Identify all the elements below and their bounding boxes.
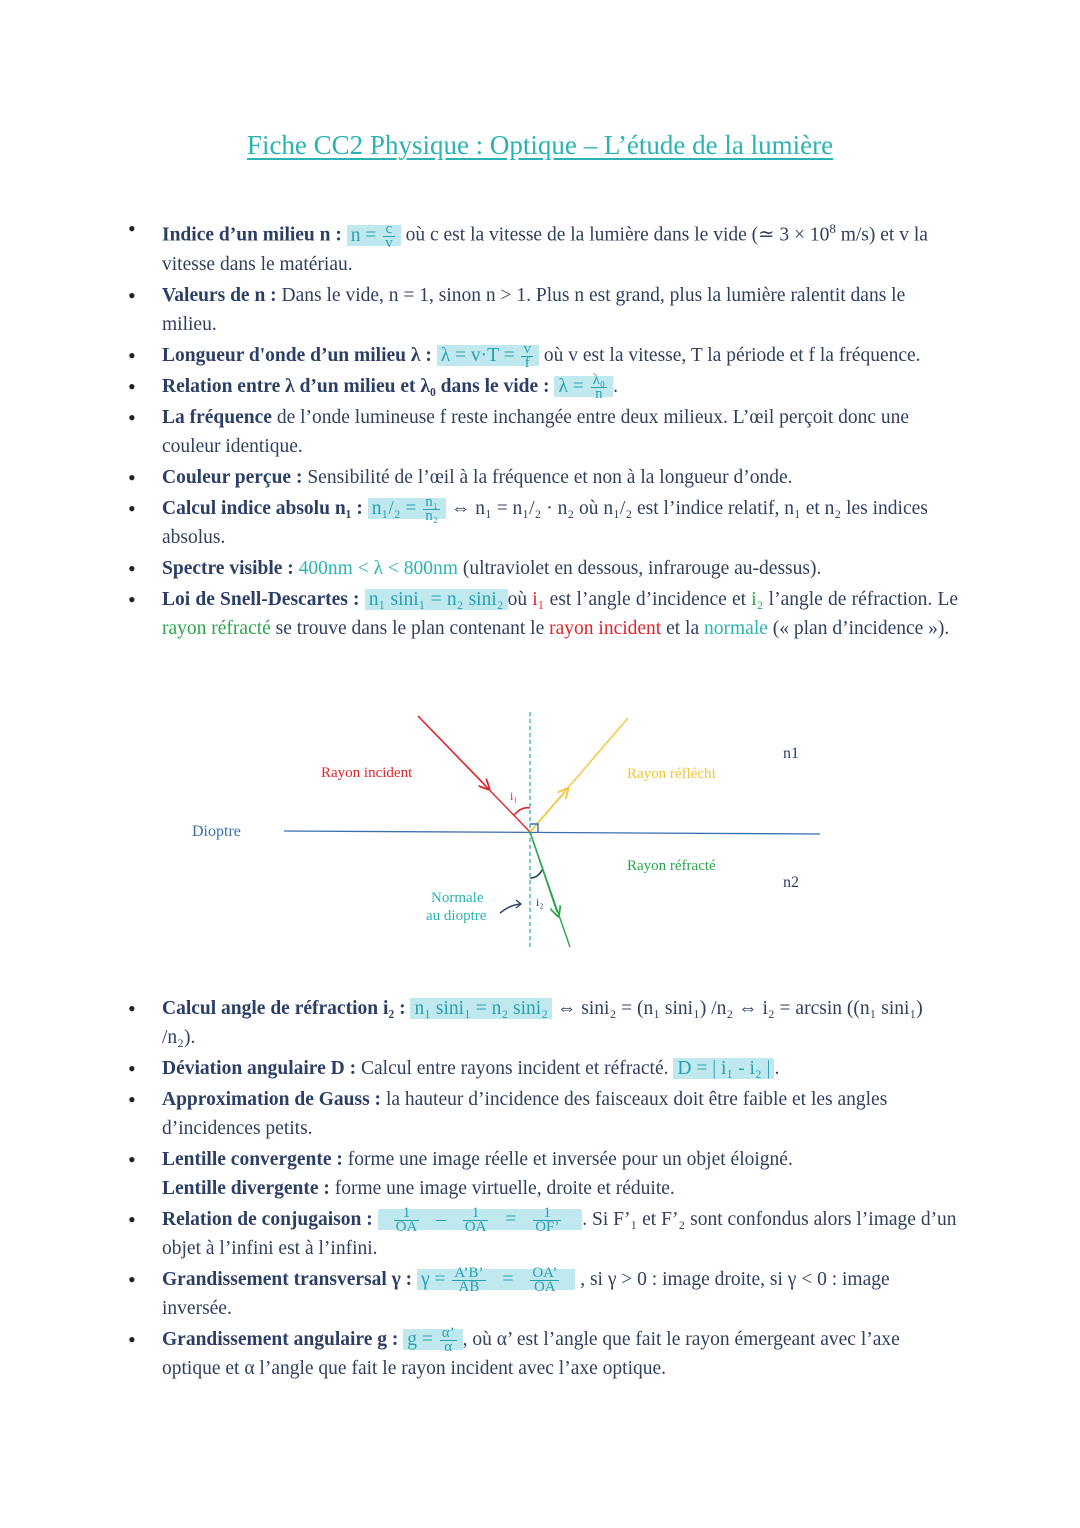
list-item: • Grandissement angulaire g : g = $\frac{\alpha’}{\alpha}$ , où α’ est l’angle que fait le rayon émergeant avec l’axe optique et α l’angle que fait le rayon incident avec l’axe optique.: [128, 1325, 958, 1383]
list-item: • Couleur perçue : Sensibilité de l’œil à la fréquence et non à la longueur d’onde.: [128, 463, 958, 492]
list-item: • Grandissement transversal γ : γ = $\frac{A’B’}{AB}$ = $\frac{OA’}{OA}$ , si γ > 0 : image droite, si γ < 0 : image inversée.: [128, 1265, 958, 1323]
definitions-list-2: [128, 994, 958, 1385]
list-item: • Loi de Snell-Descartes : n₁ sini₁ = n₂ sini₂ où i₁ est l’angle d’incidence et i₂ l’angle de réfraction. Le rayon réfracté se trouve dans le plan contenant le rayon incident et la normale (« plan d’incidence »).: [128, 585, 958, 643]
refraction-diagram: [180, 710, 840, 955]
list-item: • Relation de conjugaison : $\frac{1}{OA}$ – $\frac{1}{OA}$ = $\frac{1}{OF’}$ . Si F’₁ et F’₂ sont confondus alors l’image d’un objet à l’infini est à l’infini.: [128, 1205, 958, 1263]
dioptre-line: [284, 831, 820, 834]
label-i1: i₁: [510, 789, 518, 803]
angle-i2-arc: [530, 870, 542, 878]
list-item: • Approximation de Gauss : la hauteur d’incidence des faisceaux doit être faible et les angles d’incidences petits.: [128, 1085, 958, 1143]
label-n2: n2: [783, 874, 799, 891]
angle-i1-arc: [514, 808, 530, 815]
definitions-list-1: [128, 214, 958, 645]
formula-box: $\frac{1}{OA}$ – $\frac{1}{OA}$ = $\frac{1}{OF’}$: [378, 1209, 583, 1230]
label-normale-2: au dioptre: [426, 908, 487, 924]
formula-box: D = | i₁ - i₂ |: [673, 1058, 774, 1079]
formula-box: n₁/₂ = $\frac{\text{n₁}}{\text{n₂}}$: [368, 498, 446, 519]
label-i2: i₂: [536, 895, 544, 909]
list-item: • Déviation angulaire D : Calcul entre rayons incident et réfracté. D = | i₁ - i₂ | .: [128, 1054, 958, 1083]
list-item: • La fréquence de l’onde lumineuse f reste inchangée entre deux milieux. L’œil perçoit donc une couleur identique.: [128, 403, 958, 461]
list-item: • Relation entre λ d’un milieu et λ₀ dans le vide : λ = $\frac{\text{λ₀}}{n}$ .: [128, 372, 958, 401]
normale-pointer: [500, 904, 520, 913]
list-item: • Calcul angle de réfraction i₂ : n₁ sini₁ = n₂ sini₂ ⇔ sini₂ = (n₁ sini₁) /n₂ ⇔ i₂ = arcsin ((n₁ sini₁) /n₂).: [128, 994, 958, 1052]
list-item: • Lentille convergente : forme une image réelle et inversée pour un objet éloigné. Lentille divergente : forme une image virtuelle, droite et réduite.: [128, 1145, 958, 1203]
formula-box: n₁ sini₁ = n₂ sini₂: [410, 998, 552, 1019]
list-item: • Longueur d'onde d’un milieu λ : λ = v·T = $\frac{v}{f}$ où v est la vitesse, T la période et f la fréquence.: [128, 341, 958, 370]
formula-box: λ = $\frac{\text{λ₀}}{n}$: [554, 376, 613, 397]
list-item: • Indice d’un milieu n : n = $\frac{c}{v}$ où c est la vitesse de la lumière dans le vide (≃ $3 \times 10^8$ m/s) et v la vitesse dans le matériau.: [128, 214, 958, 279]
list-item: • Valeurs de n : Dans le vide, n = 1, sinon n > 1. Plus n est grand, plus la lumière ralentit dans le milieu.: [128, 281, 958, 339]
formula-box: g = $\frac{\alpha’}{\alpha}$: [403, 1329, 462, 1350]
formula-box: γ = $\frac{A’B’}{AB}$ = $\frac{OA’}{OA}$: [417, 1269, 575, 1290]
label-n1: n1: [783, 745, 799, 762]
list-item: • Calcul indice absolu n₁ : n₁/₂ = $\frac{\text{n₁}}{\text{n₂}}$ ⇔ n₁ = n₁/₂ · n₂ où n₁/₂ est l’indice relatif, n₁ et n₂ les indices absolus.: [128, 494, 958, 552]
label-rayon-refracte: Rayon réfracté: [627, 858, 716, 874]
label-dioptre: Dioptre: [192, 823, 241, 840]
label-normale-1: Normale: [431, 890, 484, 906]
label-rayon-incident: Rayon incident: [321, 765, 413, 781]
formula-box: λ = v·T = $\frac{v}{f}$: [437, 345, 539, 366]
page-title: Fiche CC2 Physique : Optique – L’étude de la lumière: [246, 130, 834, 160]
label-rayon-reflechi: Rayon réfléchi: [627, 766, 716, 782]
list-item: • Spectre visible : 400nm < λ < 800nm (ultraviolet en dessous, infrarouge au-dessus).: [128, 554, 958, 583]
formula-box: n₁ sini₁ = n₂ sini₂: [365, 589, 508, 610]
formula-box: n = $\frac{c}{v}$: [347, 225, 401, 246]
